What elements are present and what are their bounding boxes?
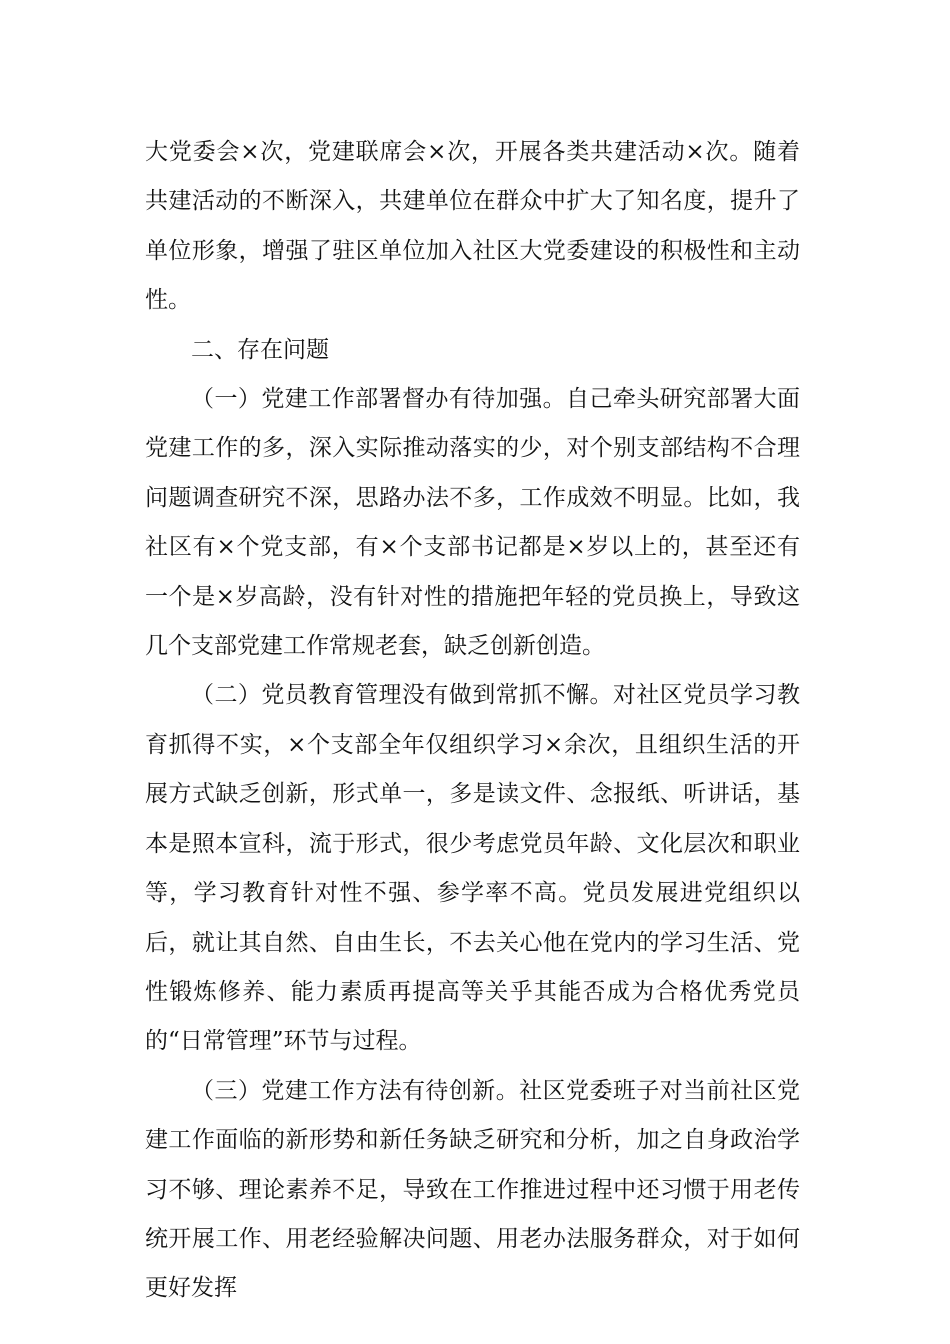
paragraph-problem-2: （二）党员教育管理没有做到常抓不懈。对社区党员学习教育抓得不实，×个支部全年仅组织学习×余次，且组织生活的开展方式缺乏创新，形式单一，多是读文件、念报纸、听讲话，基本是照本宣科，流于形式，很少考虑党员年龄、文化层次和职业等，学习教育针对性不强、参学率不高。党员发展进党组织以后，就让其自然、自由生长，不去关心他在党内的学习生活、党性锻炼修养、能力素质再提高等关乎其能否成为合格优秀党员的“日常管理”环节与过程。 xyxy=(145,682,800,1055)
paragraph-intro-continuation: 大党委会×次，党建联席会×次，开展各类共建活动×次。随着共建活动的不断深入，共建单位在群众中扩大了知名度，提升了单位形象，增强了驻区单位加入社区大党委建设的积极性和主动性。 xyxy=(145,139,800,314)
document-body xyxy=(145,128,800,1314)
paragraph-problem-1: （一）党建工作部署督办有待加强。自己牵头研究部署大面党建工作的多，深入实际推动落实的少，对个别支部结构不合理问题调查研究不深，思路办法不多，工作成效不明显。比如，我社区有×个党支部，有×个支部书记都是×岁以上的，甚至还有一个是×岁高龄，没有针对性的措施把年轻的党员换上，导致这几个支部党建工作常规老套，缺乏创新创造。 xyxy=(145,386,800,660)
section-heading-problems: 二、存在问题 xyxy=(191,336,329,363)
paragraph-problem-3: （三）党建工作方法有待创新。社区党委班子对当前社区党建工作面临的新形势和新任务缺乏研究和分析，加之自身政治学习不够、理论素养不足，导致在工作推进过程中还习惯于用老传统开展工作、用老经验解决问题、用老办法服务群众，对于如何更好发挥 xyxy=(145,1077,800,1302)
